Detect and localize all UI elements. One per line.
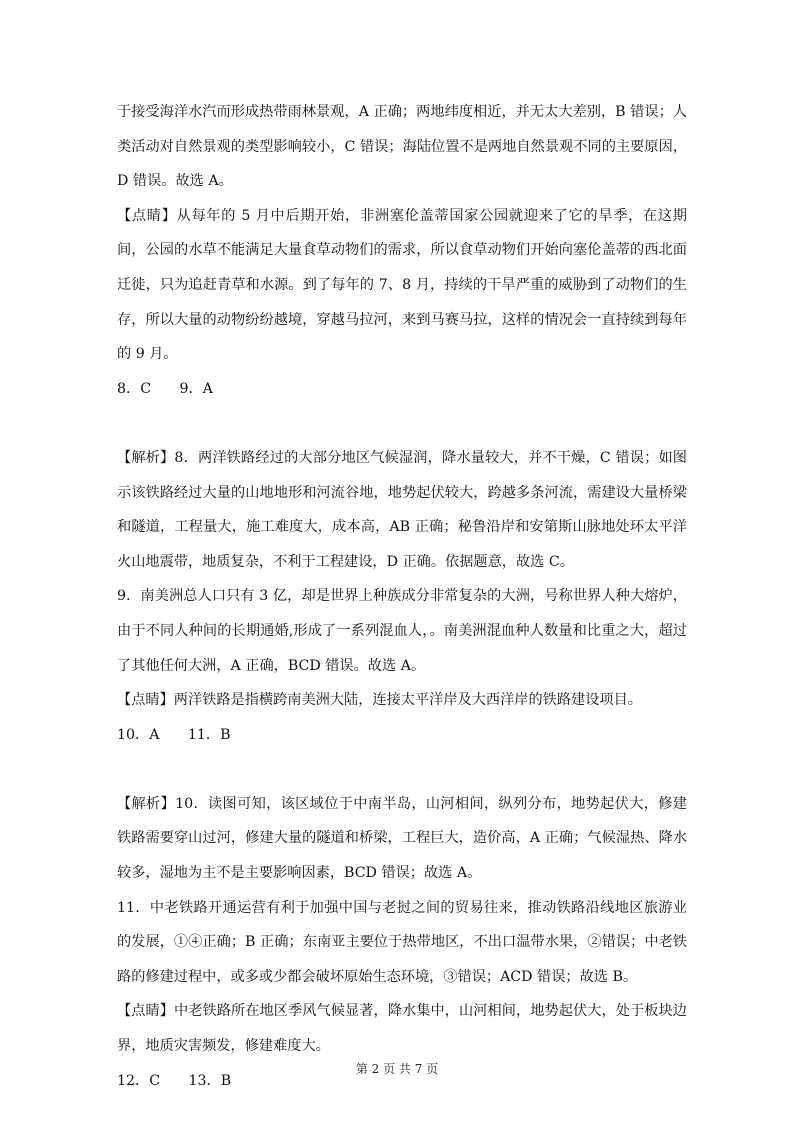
answer-line-10-11: 10．A 11．B [117,726,231,743]
document-body [117,95,687,1098]
paragraph-answer-7-analysis: 于接受海洋水汽而形成热带雨林景观，A 正确；两地纬度相近，并无太大差别，B 错误；人类活动对自然景观的类型影响较小，C 错误；海陆位置不是两地自然景观不同的主要原因，D 错误。故选 A。 [117,104,687,190]
paragraph-jiexi-11: 11．中老铁路开通运营有利于加强中国与老挝之间的贸易往来，推动铁路沿线地区旅游业的发展，①④正确；B 正确；东南亚主要位于热带地区，不出口温带水果，②错误；中老铁路的修建过程中，或多或少都会破坏原始生态环境，③错误；ACD 错误；故选 B。 [117,899,687,985]
paragraph-dianjing-china-laos: 【点睛】中老铁路所在地区季风气候显著，降水集中，山河相间，地势起伏大，处于板块边界，地质灾害频发，修建难度大。 [117,1003,687,1055]
blank-line [117,406,687,441]
paragraph-dianjing-railway: 【点睛】两洋铁路是指横跨南美洲大陆，连接太平洋岸及大西洋岸的铁路建设项目。 [117,692,642,709]
answer-line-8-9: 8．C 9．A [117,380,213,397]
page-footer: 第 2 页 共 7 页 [355,1062,439,1076]
answer-line-12-13: 12．C 13．B [117,1072,232,1089]
paragraph-dianjing-serengeti: 【点睛】从每年的 5 月中后期开始，非洲塞伦盖蒂国家公园就迎来了它的旱季，在这期间，公园的水草不能满足大量食草动物们的需求，所以食草动物们开始向塞伦盖蒂的西北面迁徙，只为追赶青草和水源。到了每年的 7、8 月，持续的干旱严重的威胁到了动物们的生存，所以大量的动物纷纷越境，穿越马拉河，来到马赛马拉，这样的情况会一直持续到每年的 9 月。 [117,207,687,363]
paragraph-jiexi-8: 【解析】8．两洋铁路经过的大部分地区气候湿润，降水量较大，并不干燥，C 错误；如图示该铁路经过大量的山地地形和河流谷地，地势起伏较大，跨越多条河流，需建设大量桥梁和隧道，工程量大，施工难度大，成本高，AB 正确；秘鲁沿岸和安第斯山脉地处环太平洋火山地震带，地质复杂，不利于工程建设，D 正确。依据题意，故选 C。 [117,449,687,570]
blank-line [117,752,687,787]
paragraph-jiexi-10: 【解析】10．读图可知，该区域位于中南半岛，山河相间，纵列分布，地势起伏大，修建铁路需要穿山过河，修建大量的隧道和桥梁，工程巨大，造价高，A 正确；气候湿热、降水较多，湿地为主不是主要影响因素，BCD 错误；故选 A。 [117,795,687,882]
paragraph-jiexi-9: 9．南美洲总人口只有 3 亿，却是世界上种族成分非常复杂的大洲，号称世界人种大熔炉，由于不同人种间的长期通婚,形成了一系列混血人，。南美洲混血种人数量和比重之大，超过了其他任何大洲，A 正确，BCD 错误。故选 A。 [117,588,687,674]
